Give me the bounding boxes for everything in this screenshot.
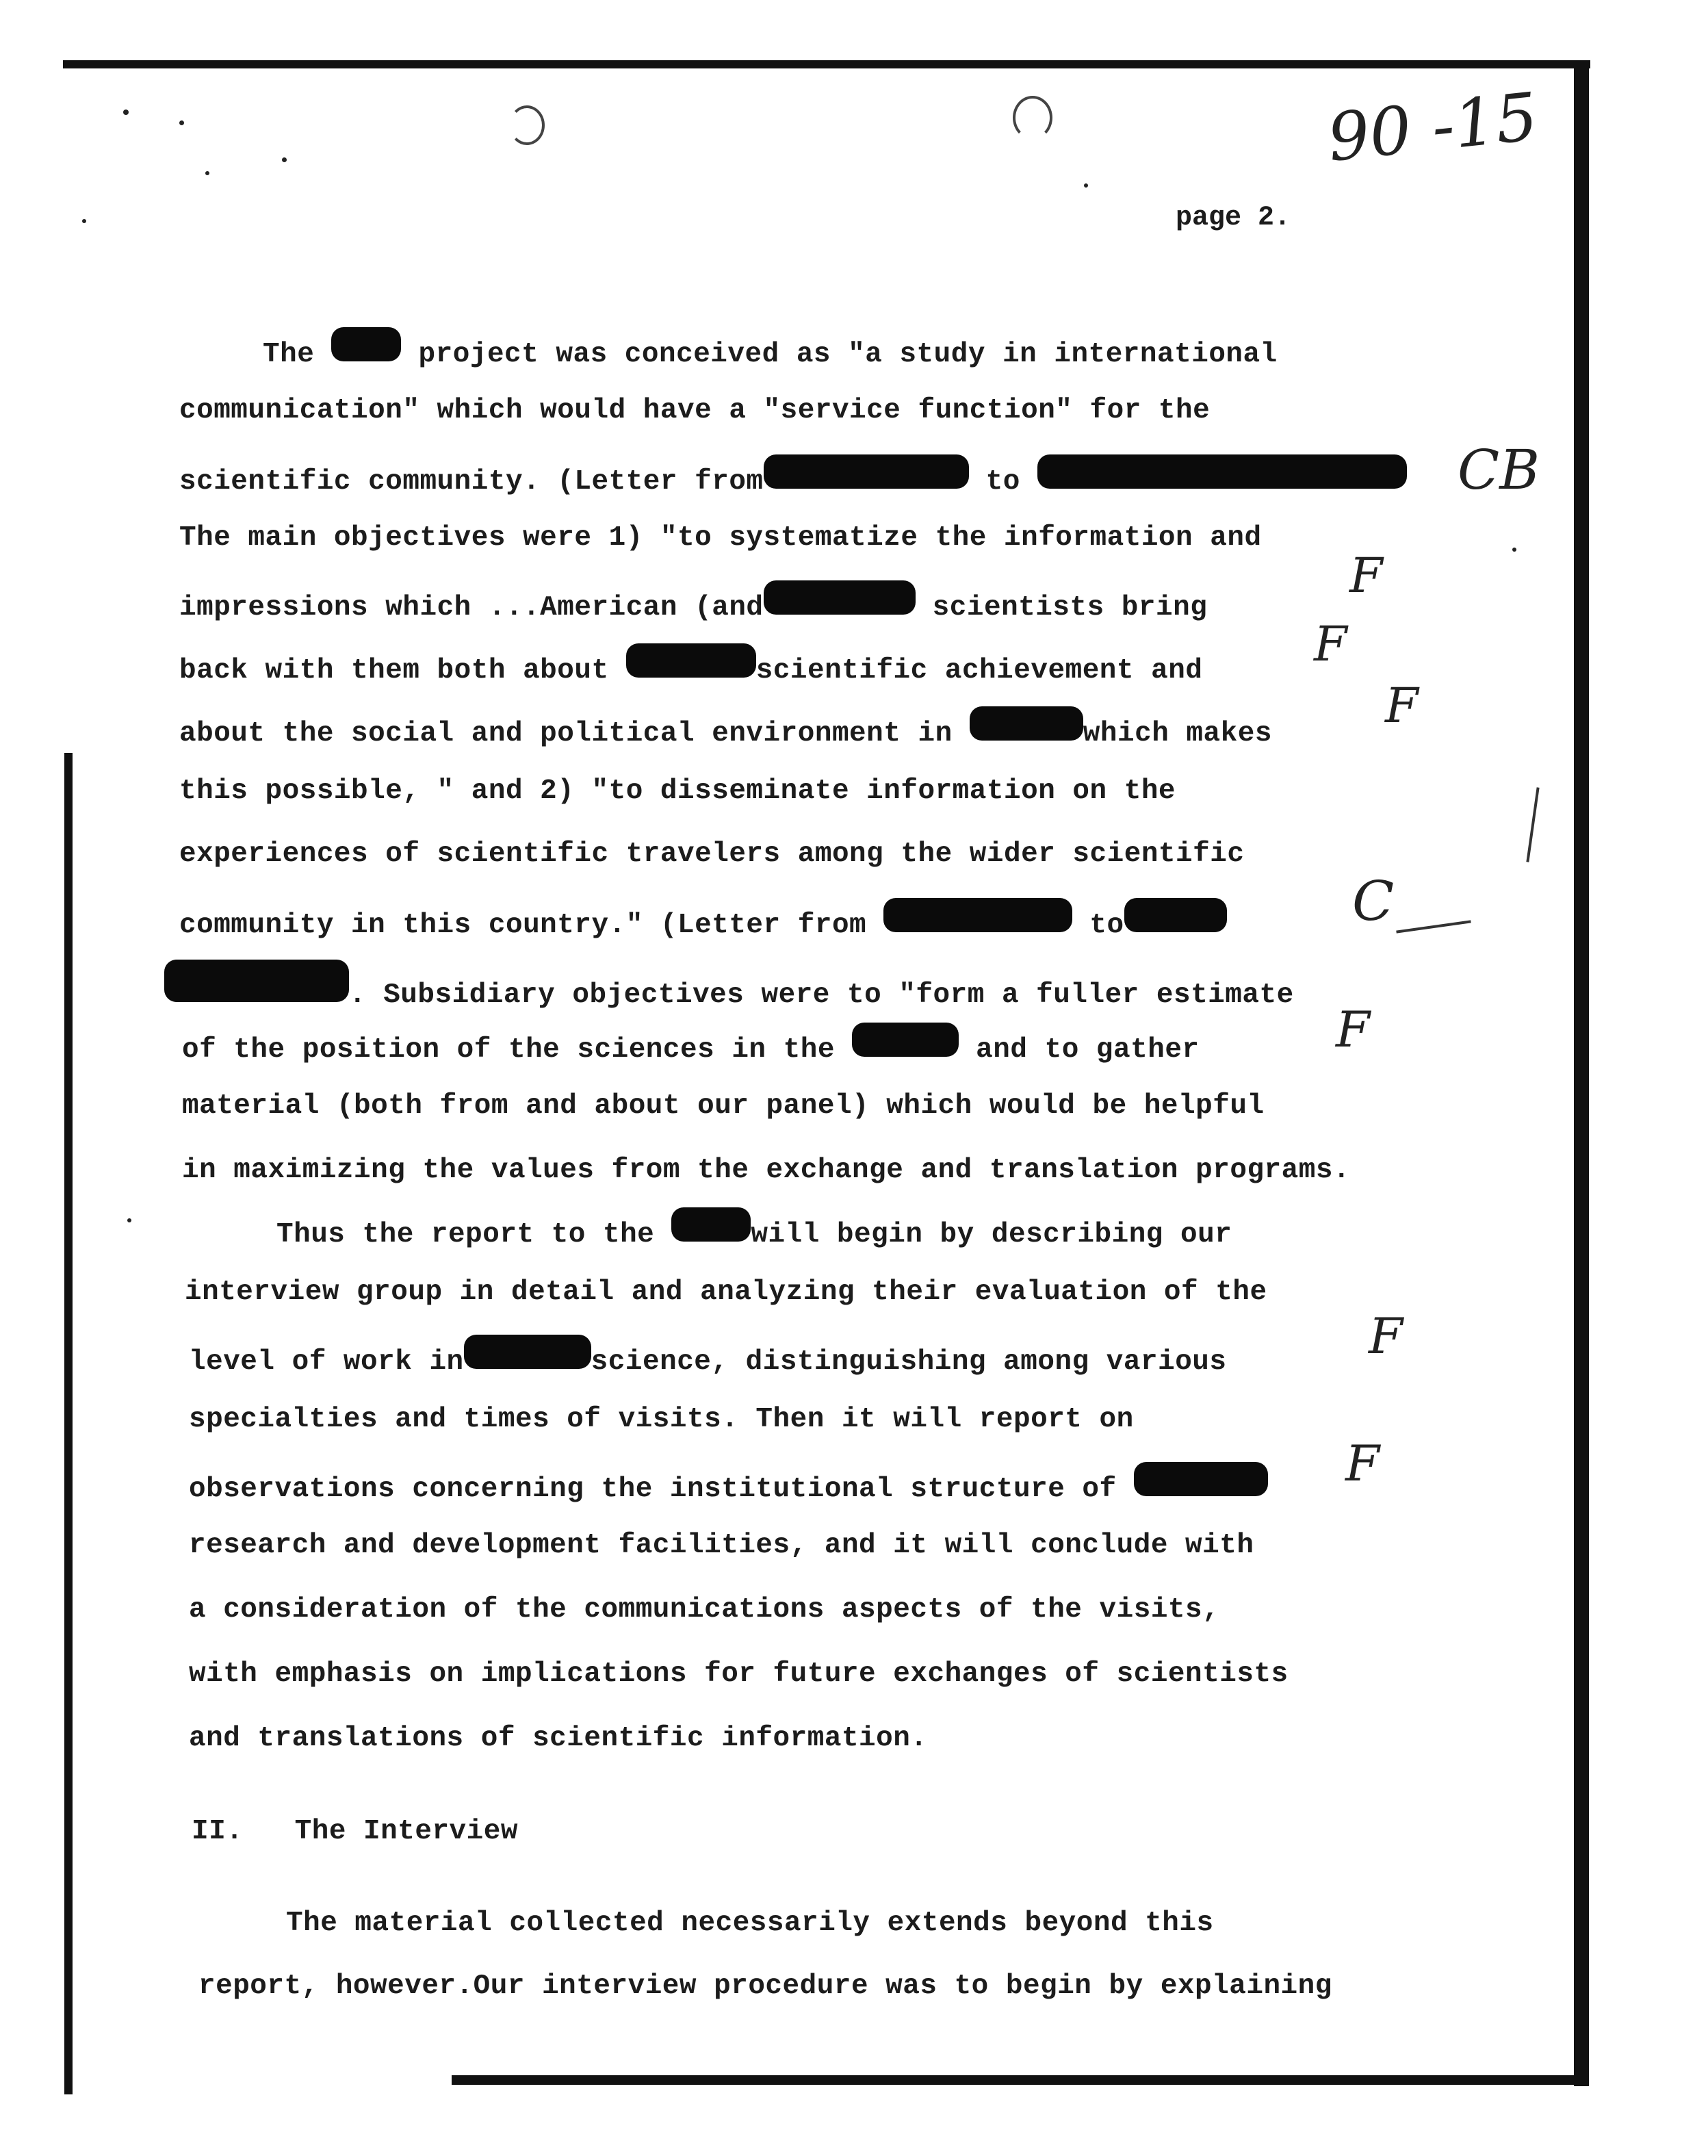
text-line: back with them both about scientific achievement and <box>179 643 1202 684</box>
redaction <box>1134 1462 1268 1496</box>
text-line: The main objectives were 1) "to systematize the information and <box>179 522 1262 554</box>
text-line: communication" which would have a "service function" for the <box>179 395 1211 426</box>
text-line: The project was conceived as "a study in international <box>263 327 1278 368</box>
redaction <box>852 1023 959 1057</box>
text-line: of the position of the sciences in the and to gather <box>182 1023 1200 1064</box>
margin-mark-f: F <box>1345 1435 1380 1492</box>
text-line: level of work in science, distinguishing among various <box>189 1335 1227 1376</box>
scan-border-left <box>64 753 73 2094</box>
scan-speck <box>179 120 184 125</box>
margin-mark-f: F <box>1336 1001 1370 1058</box>
text-line: observations concerning the institutional structure of <box>189 1462 1268 1503</box>
redaction <box>883 898 1072 932</box>
handwritten-page-number: 90 -15 <box>1323 78 1542 177</box>
text-line: about the social and political environment in which makes <box>179 706 1272 747</box>
scan-speck <box>205 171 209 175</box>
scan-speck <box>1084 183 1088 188</box>
redaction <box>970 706 1083 741</box>
text-line: community in this country." (Letter from to <box>179 898 1227 939</box>
text-line: experiences of scientific travelers among the wider scientific <box>179 838 1245 870</box>
text-line: The material collected necessarily extends beyond this <box>286 1908 1214 1939</box>
handwritten-stroke <box>1526 787 1539 862</box>
text-line: specialties and times of visits. Then it will report on <box>189 1404 1134 1435</box>
scan-border-bottom <box>452 2075 1588 2085</box>
scan-speck <box>282 157 287 162</box>
text-line: scientific community. (Letter from to <box>179 454 1407 496</box>
handwritten-stroke <box>1396 920 1471 933</box>
redaction <box>164 960 349 1002</box>
text-line: research and development facilities, and it will conclude with <box>189 1530 1254 1561</box>
punch-hole-mark <box>509 105 545 145</box>
text-line: . Subsidiary objectives were to "form a fuller estimate <box>164 960 1294 1001</box>
section-title: The Interview <box>294 1816 518 1847</box>
redaction <box>1037 454 1407 489</box>
scan-speck <box>127 1218 131 1222</box>
margin-mark-c: C <box>1352 869 1395 933</box>
text-line: Thus the report to the will begin by describing our <box>276 1207 1232 1248</box>
redaction <box>331 327 401 361</box>
margin-mark-f: F <box>1385 678 1419 734</box>
text-line: this possible, " and 2) "to disseminate information on the <box>179 775 1176 807</box>
text-line: interview group in detail and analyzing their evaluation of the <box>185 1276 1267 1308</box>
scan-speck <box>123 110 129 115</box>
margin-mark-cb: CB <box>1458 438 1540 502</box>
text-line: report, however.Our interview procedure was to begin by explaining <box>198 1971 1332 2002</box>
text-line: a consideration of the communications aspects of the visits, <box>189 1594 1220 1626</box>
margin-mark-f: F <box>1314 616 1347 672</box>
section-number: II. <box>192 1816 244 1847</box>
text-line: and translations of scientific information. <box>189 1723 928 1754</box>
text-line: in maximizing the values from the exchange and translation programs. <box>182 1155 1351 1186</box>
scan-speck <box>1512 548 1516 552</box>
redaction <box>671 1207 751 1242</box>
text-line: material (both from and about our panel) which would be helpful <box>182 1090 1265 1122</box>
punch-hole-mark <box>1013 96 1052 140</box>
redaction <box>764 580 916 615</box>
scan-border-right <box>1574 60 1589 2086</box>
section-heading <box>192 1811 518 1852</box>
redaction <box>626 643 756 678</box>
margin-mark-f: F <box>1349 548 1383 604</box>
redaction <box>1124 898 1227 932</box>
scan-border-top <box>63 60 1590 68</box>
text-line: impressions which ...American (and scientists bring <box>179 580 1207 621</box>
redaction <box>764 454 969 489</box>
redaction <box>464 1335 591 1369</box>
margin-mark-f: F <box>1369 1307 1403 1365</box>
page-label: page 2. <box>1176 203 1291 233</box>
text-line: with emphasis on implications for future exchanges of scientists <box>189 1658 1289 1690</box>
scan-speck <box>82 219 86 223</box>
